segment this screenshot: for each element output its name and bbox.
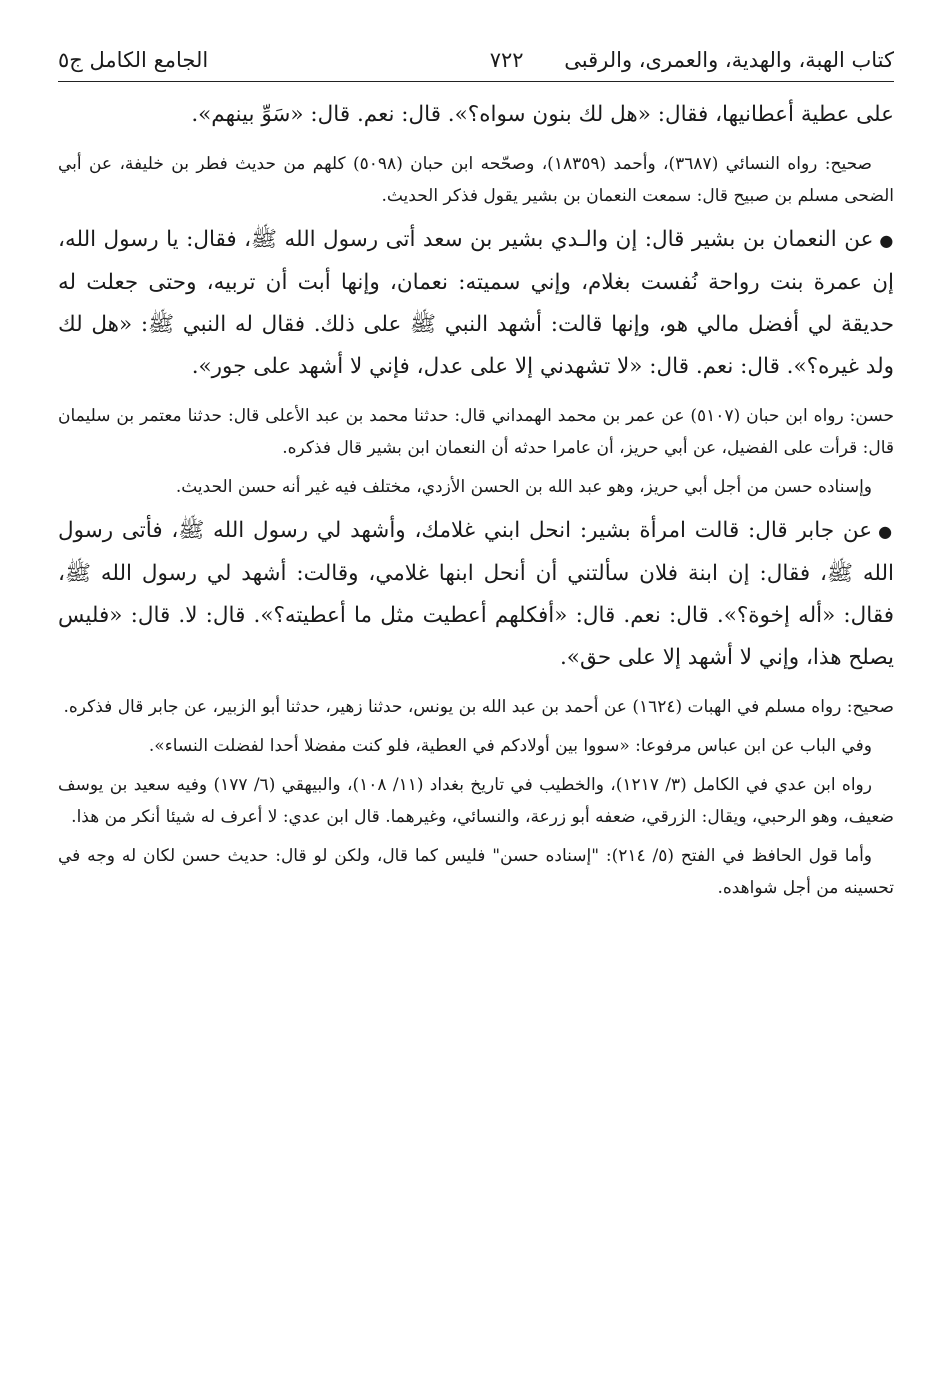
book-page <box>58 48 894 911</box>
header-page-number: ٧٢٢ <box>489 48 524 72</box>
takhrij-note: حسن: رواه ابن حبان (٥١٠٧) عن عمر بن محمد الهمداني قال: حدثنا محمد بن عبد الأعلى قال: حدثنا معتمر بن سليمان قال: قرأت على الفضيل، عن أبي حريز، أن عامرا حدثه أن النعمان ابن بشير قال فذكره. <box>58 406 894 459</box>
bullet-icon: ● <box>879 231 894 251</box>
hadith-body: عن النعمان بن بشير قال: إن والـدي بشير بن سعد أتى رسول الله ﷺ، فقال: يا رسول الله، إن عمرة بنت رواحة نُفست بغلام، وإني سميته: نعمان، وإنها أبت أن تربيه، وحتى جعلت له حديقة لي أفضل مالي هو، وإنها قالت: أشهد النبي ﷺ على ذلك. فقال له النبي ﷺ: «هل لك ولد غيره؟». قال: نعم. قال: «لا تشهدني إلا على عدل، فإني لا أشهد على جور». <box>58 227 894 380</box>
header-chapter-group <box>482 48 894 73</box>
hadith-text <box>58 510 894 679</box>
hadith-text-continued: على عطية أعطانيها، فقال: «هل لك بنون سواه؟». قال: نعم. قال: «سَوِّ بينهم». <box>191 102 894 128</box>
page-header <box>58 48 894 82</box>
takhrij-note: صحيح: رواه النسائي (٣٦٨٧)، وأحمد (١٨٣٥٩)، وصحّحه ابن حبان (٥٠٩٨) كلهم من حديث فطر بن خليفة، عن أبي الضحى مسلم بن صبيح قال: سمعت النعمان بن بشير يقول فذكر الحديث. <box>58 154 894 207</box>
supporting-narration: وفي الباب عن ابن عباس مرفوعا: «سووا بين أولادكم في العطية، فلو كنت مفضلا أحدا لفضلت النساء». <box>148 736 872 757</box>
bullet-icon: ● <box>878 522 894 542</box>
hadith-body: عن جابر قال: قالت امرأة بشير: انحل ابني غلامك، وأشهد لي رسول الله ﷺ، فأتى رسول الله ﷺ، فقال: إن ابنة فلان سألتني أن أنحل ابنها غلامي، وقالت: أشهد لي رسول الله ﷺ، فقال: «أله إخوة؟». قال: نعم. قال: «أفكلهم أعطيت مثل ما أعطيته؟». قال: لا. قال: «فليس يصلح هذا، وإني لا أشهد إلا على حق». <box>58 518 894 671</box>
header-chapter-title: كتاب الهبة، والهدية، والعمرى، والرقبى <box>564 48 894 72</box>
header-book-title: الجامع الكامل ج٥ <box>58 48 209 72</box>
takhrij-note: رواه ابن عدي في الكامل (٣/ ١٢١٧)، والخطيب في تاريخ بغداد (١١/ ١٠٨)، والبيهقي (٦/ ١٧٧) وفيه سعيد بن يوسف ضعيف، وهو الرحبي، ويقال: الزرقي، ضعفه أبو زرعة، والنسائي، وغيرهما. قال ابن عدي: لا أعرف له شيئا أنكر من هذا. <box>58 775 894 828</box>
takhrij-note: صحيح: رواه مسلم في الهبات (١٦٢٤) عن أحمد بن عبد الله بن يونس، حدثنا زهير، حدثنا أبو الزبير، عن جابر قال فذكره. <box>63 697 894 718</box>
hadith-text <box>58 219 894 388</box>
isnad-comment: وإسناده حسن من أجل أبي حريز، وهو عبد الله بن الحسن الأزدي، مختلف فيه غير أنه حسن الحديث. <box>175 477 872 498</box>
critique-note: وأما قول الحافظ في الفتح (٥/ ٢١٤): "إسناده حسن" فليس كما قال، ولكن لو قال: حديث حسن لكان له وجه في تحسينه من أجل شواهده. <box>58 846 894 899</box>
page-body <box>58 94 894 904</box>
